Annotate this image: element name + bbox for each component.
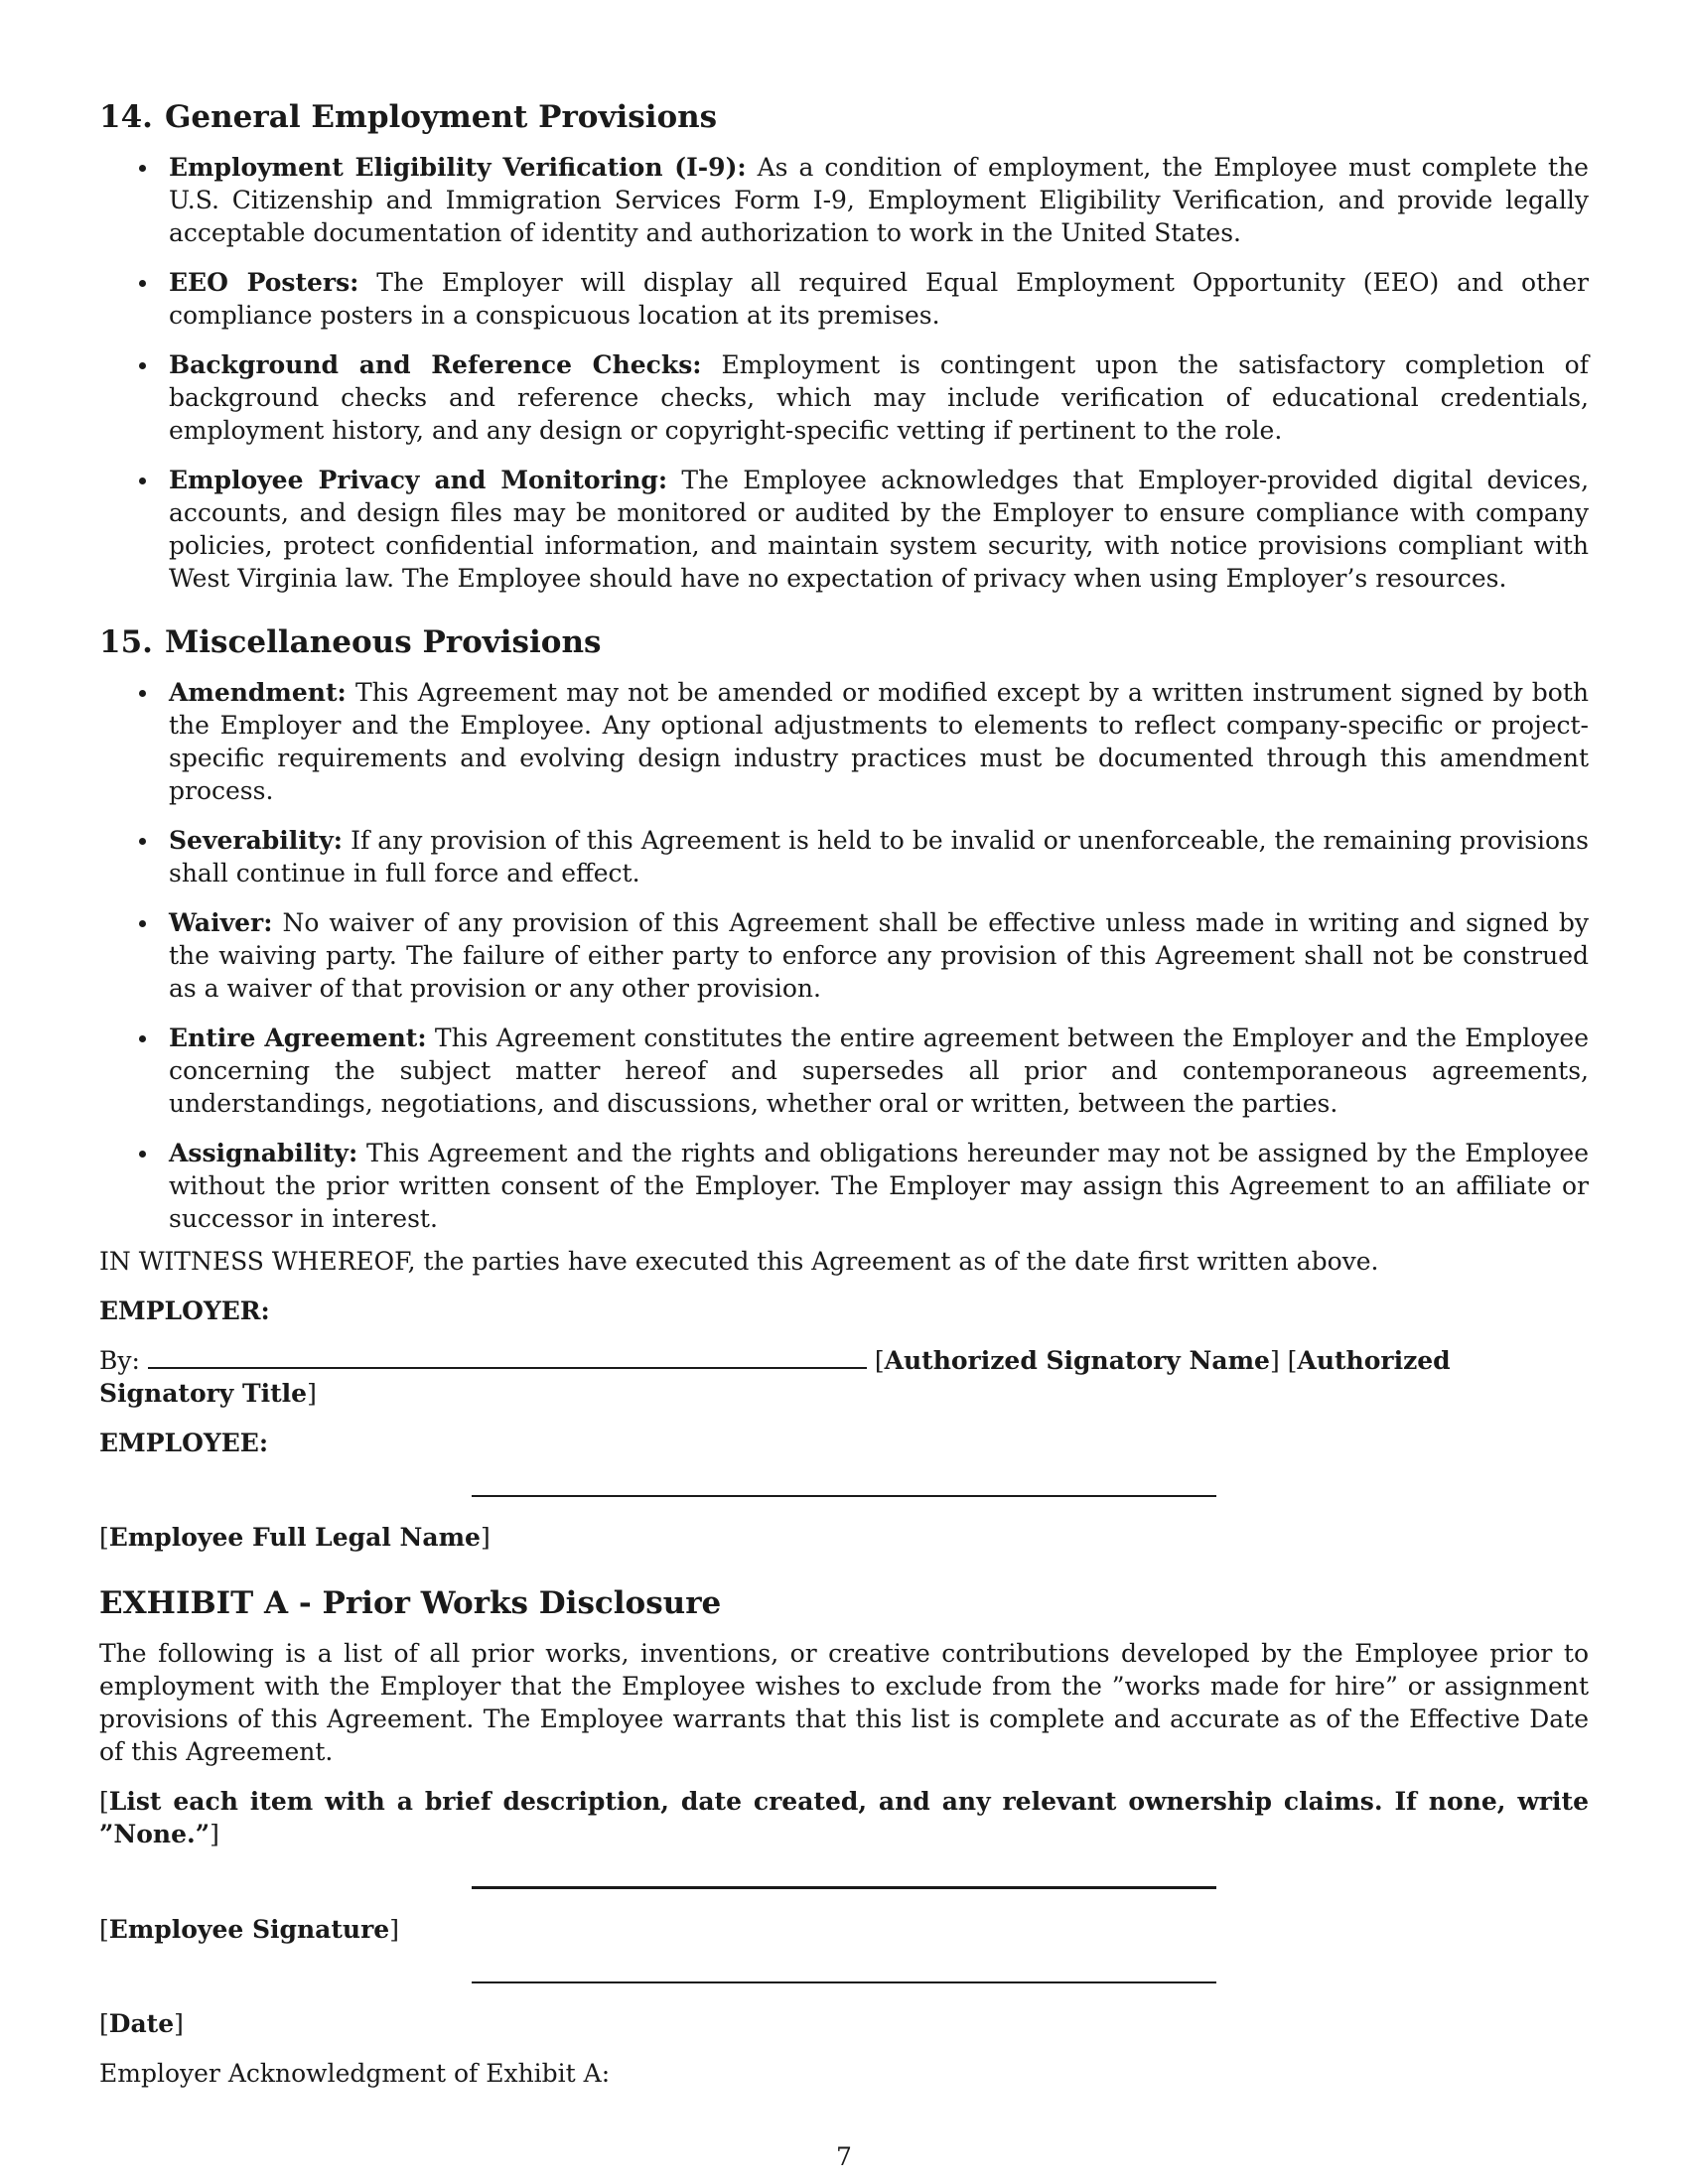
- item-text: This Agreement constitutes the entire agreement between the Employer and the Employee concerning the subject matter hereof and supersedes all prior and contemporaneous agreements, understandings, negotiations, and discussions, whether oral or written, between the parties.: [169, 1024, 1589, 1118]
- date-text: Date: [108, 2009, 175, 2038]
- employee-signature-text: Employee Signature: [108, 1915, 390, 1944]
- employee-signature-label: [Employee Signature]: [99, 1915, 399, 1944]
- item-text: The Employee acknowledges that Employer-provided digital devices, accounts, and design files may be monitored or audited by the Employer to ensure compliance with company policies, protect confidential information, and maintain system security, with notice provisions compliant with West Virginia law. The Employee should have no expectation of privacy when using Employer’s resources.: [169, 466, 1590, 593]
- exhibit-intro: The following is a list of all prior works, inventions, or creative contributions developed by the Employee prior to employment with the Employer that the Employee wishes to exclude from the ”works made for hire” or assignment provisions of this Agreement. The Employee warrants that this list is complete and accurate as of the Effective Date of this Agreement.: [99, 1639, 1589, 1766]
- item-text: Employment is contingent upon the satisfactory completion of background checks and reference checks, which may include verification of educational credentials, employment history, and any design or copyright-specific vetting if pertinent to the role.: [169, 350, 1589, 445]
- item-label: Waiver:: [169, 908, 273, 937]
- item-text: This Agreement and the rights and obligations hereunder may not be assigned by the Employee without the prior written consent of the Employer. The Employer may assign this Agreement to an affiliate or successor in interest.: [169, 1139, 1590, 1233]
- page-number: 7: [836, 2142, 852, 2171]
- instruction-text: List each item with a brief description, date created, and any relevant ownership claims. If none, write ”None.”: [99, 1787, 1589, 1848]
- exhibit-instruction: [List each item with a brief description, date created, and any relevant ownership claims. If none, write ”None.”]: [99, 1787, 1589, 1848]
- prior-works-line[interactable]: [472, 1886, 1216, 1889]
- date-line[interactable]: [472, 1981, 1216, 1983]
- section-15-heading: [99, 622, 1589, 662]
- item-label: Severability:: [169, 826, 344, 855]
- employee-name-field: [Employee Full Legal Name]: [99, 1523, 491, 1552]
- list-item: [99, 676, 1589, 807]
- list-item: [99, 151, 1589, 249]
- section-number: 14.: [99, 99, 153, 135]
- employee-signature-line[interactable]: [472, 1495, 1216, 1497]
- section-15-list: [99, 676, 1589, 1235]
- item-label: Entire Agreement:: [169, 1024, 427, 1052]
- employer-acknowledgment: Employer Acknowledgment of Exhibit A:: [99, 2059, 611, 2088]
- item-text: No waiver of any provision of this Agreement shall be effective unless made in writing and signed by the waiving party. The failure of either party to enforce any provision of this Agreement shall not be construed as a waiver of that provision or any other provision.: [169, 908, 1589, 1003]
- employer-signature-field[interactable]: [148, 1345, 867, 1369]
- list-item: [99, 266, 1589, 332]
- exhibit-heading: EXHIBIT A - Prior Works Disclosure: [99, 1585, 722, 1621]
- item-label: Employment Eligibility Verification (I-9):: [169, 153, 747, 182]
- employer-signature-line: By: [Authorized Signatory Name] [Authorized Signatory Title]: [99, 1346, 1451, 1408]
- by-label: By:: [99, 1346, 140, 1375]
- item-label: Amendment:: [169, 678, 347, 707]
- list-item: [99, 1022, 1589, 1120]
- item-label: Assignability:: [169, 1139, 358, 1167]
- item-label: Employee Privacy and Monitoring:: [169, 466, 668, 494]
- item-label: EEO Posters:: [169, 268, 359, 297]
- item-text: The Employer will display all required Equal Employment Opportunity (EEO) and other compliance posters in a conspicuous location at its premises.: [169, 268, 1589, 330]
- section-title: General Employment Provisions: [164, 99, 718, 135]
- item-label: Background and Reference Checks:: [169, 350, 702, 379]
- section-14-heading: [99, 97, 1589, 137]
- section-title: Miscellaneous Provisions: [164, 624, 602, 660]
- employee-heading: EMPLOYEE:: [99, 1429, 269, 1457]
- list-item: [99, 824, 1589, 889]
- section-number: 15.: [99, 624, 153, 660]
- signatory-title: Authorized Signatory Title: [99, 1346, 1451, 1408]
- list-item: [99, 1137, 1589, 1235]
- section-14-list: [99, 151, 1589, 595]
- witness-statement: IN WITNESS WHEREOF, the parties have executed this Agreement as of the date first written above.: [99, 1247, 1379, 1276]
- list-item: [99, 348, 1589, 447]
- list-item: [99, 464, 1589, 595]
- employee-name: Employee Full Legal Name: [108, 1523, 481, 1552]
- list-item: [99, 906, 1589, 1005]
- page-content: [99, 97, 1589, 2107]
- item-text: As a condition of employment, the Employee must complete the U.S. Citizenship and Immigration Services Form I-9, Employment Eligibility Verification, and provide legally acceptable documentation of identity and authorization to work in the United States.: [169, 153, 1589, 247]
- item-text: If any provision of this Agreement is held to be invalid or unenforceable, the remaining provisions shall continue in full force and effect.: [169, 826, 1590, 887]
- item-text: This Agreement may not be amended or modified except by a written instrument signed by both the Employer and the Employee. Any optional adjustments to elements to reflect company-specific or project-specific requirements and evolving design industry practices must be documented through this amendment process.: [169, 678, 1589, 805]
- signatory-name: Authorized Signatory Name: [884, 1346, 1270, 1375]
- date-label: [Date]: [99, 2009, 184, 2038]
- employer-heading: EMPLOYER:: [99, 1297, 270, 1325]
